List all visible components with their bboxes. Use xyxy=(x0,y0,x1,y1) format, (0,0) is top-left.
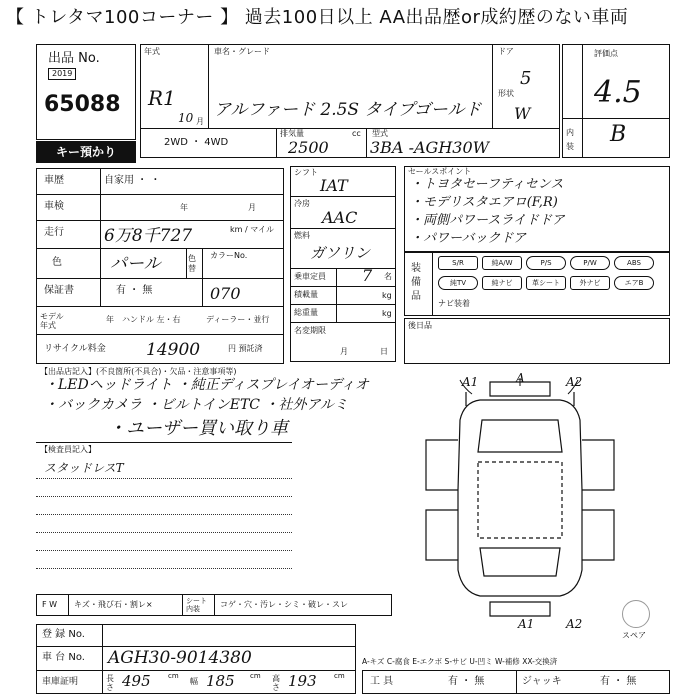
option-leather: 革シート xyxy=(526,276,566,290)
length-label: 長さ xyxy=(106,674,114,692)
diagram-mark-a1-front: A1 xyxy=(462,375,479,389)
ac-label: 冷房 xyxy=(294,199,310,208)
comment-line-1: ・LEDヘッドライト ・純正ディスプレイオーディオ xyxy=(44,377,369,393)
key-held-badge: キー預かり xyxy=(36,141,136,163)
width-unit: cm xyxy=(250,672,261,680)
displacement-label: 排気量 xyxy=(280,129,304,138)
color-no-value: 070 xyxy=(210,284,241,303)
height-unit: cm xyxy=(334,672,345,680)
color-value: パール xyxy=(110,254,161,274)
recycle-label: リサイクル料金 xyxy=(44,344,106,354)
comments-label: 【出品店記入】(不良箇所(不具合)・欠品・注意事項等) xyxy=(40,367,237,376)
load-label: 積載量 xyxy=(294,290,318,299)
handle-label: ハンドル 左・右 xyxy=(122,315,181,324)
diagram-mark-a2-rear: A2 xyxy=(566,617,583,631)
dealer-label: ディーラー・並行 xyxy=(206,315,270,324)
fw-label: F W xyxy=(42,600,58,609)
inspection-month: 月 xyxy=(248,203,256,212)
damage-legend: A-キズ C-腐食 E-エクボ S-サビ U-凹ミ W-補修 XX-交換済 xyxy=(362,657,558,666)
option-aw: 純A/W xyxy=(482,256,522,270)
option-ps: P/S xyxy=(526,256,566,270)
spare-label: スペア xyxy=(622,631,646,640)
lot-year-tag: 2019 xyxy=(48,68,76,80)
weight-unit: kg xyxy=(382,309,392,318)
car-diagram xyxy=(420,370,620,630)
ac-value: AAC xyxy=(322,208,358,227)
score-label: 評価点 xyxy=(594,49,618,58)
diagram-mark-a1-rear: A1 xyxy=(518,617,535,631)
year-value: R1 xyxy=(148,86,176,110)
interior-value: B xyxy=(610,122,627,147)
lot-label: 出品 No. xyxy=(48,51,100,66)
option-tv: 純TV xyxy=(438,276,478,290)
inspection-year: 年 xyxy=(180,203,188,212)
sales-points-label: セールスポイント xyxy=(408,167,472,176)
score-value: 4.5 xyxy=(594,75,642,110)
mileage-value: 6万8千727 xyxy=(104,226,193,246)
diagram-mark-a2-front: A2 xyxy=(566,375,583,389)
mileage-label: 走行 xyxy=(44,227,64,238)
fw-text: キズ・飛び石・割レ× xyxy=(74,600,153,609)
shift-value: IAT xyxy=(320,176,348,195)
equipment-label: 装備品 xyxy=(411,263,421,302)
reg-label: 登 録 No. xyxy=(42,629,85,640)
chassis-value: AGH30-9014380 xyxy=(108,648,252,668)
width-label: 幅 xyxy=(190,677,198,686)
warranty-value: 有 ・ 無 xyxy=(116,285,153,296)
sales-point-3: ・両側パワースライドドア xyxy=(410,213,565,228)
jack-value: 有 ・ 無 xyxy=(600,676,637,687)
name-value: アルファード 2.5S タイプゴールド xyxy=(214,100,482,120)
load-unit: kg xyxy=(382,291,392,300)
door-value: 5 xyxy=(520,68,532,89)
jack-label: ジャッキ xyxy=(522,676,562,687)
door-label: ドア xyxy=(498,47,514,56)
sales-point-1: ・トヨタセーフティセンス xyxy=(410,177,564,192)
capacity-label: 乗車定員 xyxy=(294,272,326,281)
shape-label: 形状 xyxy=(498,89,514,98)
model-year-unit: 年 xyxy=(106,315,114,324)
option-sr: S/R xyxy=(438,256,478,270)
option-airbag: エアB xyxy=(614,276,654,290)
fuel-label: 燃料 xyxy=(294,231,310,240)
seat-label: シート内装 xyxy=(186,597,207,613)
tools-label: 工 具 xyxy=(370,676,394,687)
diagram-mark-a-front: A xyxy=(516,371,525,385)
name-label: 車名・グレード xyxy=(214,47,270,56)
history-label: 車歴 xyxy=(44,175,64,186)
displacement-value: 2500 xyxy=(288,138,329,157)
inspection-label: 車検 xyxy=(44,201,64,212)
name-change-day: 日 xyxy=(380,347,388,356)
page-banner: 【 トレタマ100コーナー 】 過去100日以上 AA出品歴or成約歴のない車両 xyxy=(6,7,629,28)
length-unit: cm xyxy=(168,672,179,680)
warranty-label: 保証書 xyxy=(44,285,74,296)
option-ext-navi: 外ナビ xyxy=(570,276,610,290)
comment-line-3: ・ユーザー買い取り車 xyxy=(108,418,288,439)
weight-label: 総重量 xyxy=(294,308,318,317)
navi-label: ナビ装着 xyxy=(438,299,470,308)
lot-number: 65088 xyxy=(44,92,121,117)
comment-line-2: ・バックカメラ ・ビルトインETC ・社外アルミ xyxy=(44,397,348,413)
width-value: 185 xyxy=(206,672,235,690)
option-abs: ABS xyxy=(614,256,654,270)
sales-point-2: ・モデリスタエアロ(F,R) xyxy=(410,195,558,210)
name-change-label: 名変期限 xyxy=(294,326,326,335)
length-value: 495 xyxy=(122,672,151,690)
color-label: 色 xyxy=(52,257,62,268)
height-label: 高さ xyxy=(272,674,280,692)
tools-value: 有 ・ 無 xyxy=(448,676,485,687)
cc-unit: cc xyxy=(352,129,361,138)
drive-label: 2WD ・ 4WD xyxy=(164,137,229,148)
capacity-value: 7 xyxy=(362,266,373,285)
shift-label: シフト xyxy=(294,168,318,177)
inspector-value: スタッドレスT xyxy=(44,461,124,475)
shape-value: W xyxy=(514,104,531,123)
repaint-label: 色替 xyxy=(188,254,196,273)
history-value: 自家用 ・ ・ xyxy=(104,175,161,186)
year-label: 年式 xyxy=(144,47,160,56)
spare-tire-icon xyxy=(622,600,650,628)
car-diagram-svg xyxy=(420,370,620,630)
model-label: 型式 xyxy=(372,129,388,138)
interior-label: 内装 xyxy=(566,128,574,151)
later-docs-label: 後日品 xyxy=(408,321,432,330)
month-value: 10 xyxy=(178,111,194,125)
color-no-label: カラーNo. xyxy=(210,251,248,260)
seat-text: コゲ・穴・汚レ・シミ・破レ・スレ xyxy=(220,600,348,609)
model-value: 3BA -AGH30W xyxy=(370,138,490,157)
name-change-month: 月 xyxy=(340,347,348,356)
month-unit: 月 xyxy=(196,117,204,126)
recycle-value: 14900 xyxy=(146,340,201,360)
mileage-units: km / マイル xyxy=(230,225,275,234)
model-year-label: モデル年式 xyxy=(40,312,64,330)
sales-point-4: ・パワーバックドア xyxy=(410,231,526,246)
cert-label: 車庫証明 xyxy=(42,677,79,687)
option-pw: P/W xyxy=(570,256,610,270)
chassis-label: 車 台 No. xyxy=(42,652,85,663)
inspector-label: 【検査員記入】 xyxy=(40,445,96,454)
later-docs-box xyxy=(404,318,670,364)
height-value: 193 xyxy=(288,672,317,690)
option-navi: 純ナビ xyxy=(482,276,522,290)
capacity-unit: 名 xyxy=(384,272,392,281)
recycle-unit: 円 預託済 xyxy=(228,344,263,353)
fuel-value: ガソリン xyxy=(310,244,371,262)
